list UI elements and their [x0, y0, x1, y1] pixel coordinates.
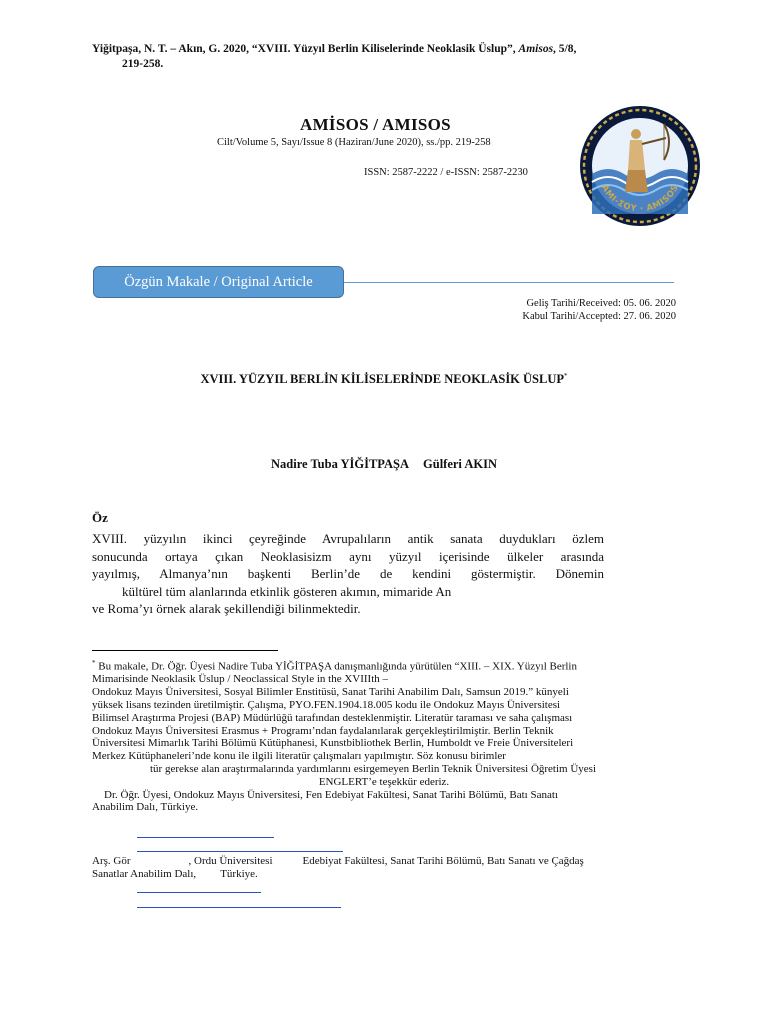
archer-logo-icon	[578, 104, 702, 228]
footnote-rule	[92, 650, 278, 651]
footnote-a2-a: Arş. Gör	[92, 855, 131, 867]
citation-pages: 219-258.	[122, 58, 164, 70]
abstract-heading: Öz	[92, 510, 108, 525]
citation-journal: Amisos	[518, 43, 554, 55]
footnote-line: Mimarisinde Neoklasik Üslup / Neoclassical Style in the XVIIIth –	[92, 673, 389, 686]
title-footnote-mark: *	[564, 372, 568, 380]
abstract-line: kültürel tüm alanlarında etkinlik gösteren akımın, mimaride An	[122, 583, 452, 599]
received-date: Geliş Tarihi/Received: 05. 06. 2020	[526, 298, 676, 309]
footnote-author-2	[92, 855, 676, 881]
footnote-line: Merkez Kütüphaneleri’nde konu ile ilgili literatür çalışmaları yapılmıştır. Söz konusu birimler	[92, 750, 506, 763]
citation-issue: , 5/8,	[553, 43, 577, 55]
footnote-line: Anabilim Dalı, Türkiye.	[92, 801, 199, 814]
accepted-date: Kabul Tarihi/Accepted: 27. 06. 2020	[522, 311, 676, 322]
footnote-a2-d: Sanatlar Anabilim Dalı,	[92, 868, 197, 880]
abstract-line: ve Roma’yı örnek alarak şekillendiği bilinmektedir.	[92, 601, 361, 616]
footnote-line: yüksek lisans tezinden üretilmiştir. Çalışma, PYO.FEN.1904.18.005 kodu ile Ondokuz Mayıs Üniversitesi	[92, 699, 561, 712]
authors	[0, 457, 768, 472]
email-link-2[interactable]	[137, 892, 261, 893]
citation-text: Yiğitpaşa, N. T. – Akın, G. 2020, “XVIII. Yüzyıl Berlin Kiliselerinde Neoklasik Üslup”,	[92, 43, 516, 55]
footnote-line: tür gerekse alan araştırmalarında yardımlarını esirgemeyen Berlin Teknik Üniversitesi Öğretim Üyesi	[150, 763, 597, 776]
article-title	[0, 372, 768, 387]
footnote-line: Ondokuz Mayıs Üniversitesi Erasmus + Programı’ndan faydalanılarak gerçekleştirilmiştir. Berlin Teknik	[92, 724, 554, 737]
email-link-1[interactable]	[137, 837, 274, 838]
abstract-line: XVIII. yüzyılın ikinci çeyreğinde Avrupalıların antik sanata duydukları özlem	[92, 531, 604, 546]
footnote-line: Dr. Öğr. Üyesi, Ondokuz Mayıs Üniversitesi, Fen Edebiyat Fakültesi, Sanat Tarihi Bölümü, Batı Sanatı	[104, 788, 558, 801]
orcid-link-2[interactable]	[137, 907, 341, 908]
article-title-text: XVIII. YÜZYIL BERLİN KİLİSELERİNDE NEOKLASİK ÜSLUP	[200, 372, 565, 387]
footnote-line: Ondokuz Mayıs Üniversitesi, Sosyal Bilimler Enstitüsü, Sanat Tarihi Anabilim Dalı, Samsun 2019.” künyeli	[92, 686, 569, 699]
journal-issn: ISSN: 2587-2222 / e-ISSN: 2587-2230	[364, 167, 528, 178]
footnote-a2-e: Türkiye.	[220, 868, 258, 880]
journal-volume: Cilt/Volume 5, Sayı/Issue 8 (Haziran/June 2020), ss./pp. 219-258	[217, 137, 491, 148]
journal-title: AMİSOS / AMISOS	[300, 115, 451, 134]
author-2: Gülferi AKIN	[423, 457, 497, 471]
journal-logo	[578, 104, 702, 228]
tag-divider	[344, 282, 674, 283]
footnote-line: Üniversitesi Mimarlık Tarihi Bölümü Kütüphanesi, Kunstbibliothek Berlin, Humboldt ve Freie Üniversiteleri	[92, 737, 574, 750]
citation	[92, 42, 692, 72]
footnote-mark: *	[92, 659, 96, 667]
abstract-line: sonucunda ortaya çıkan Neoklasisizm aynı yüzyıl içerisinde ülkeler arasında	[92, 548, 604, 564]
logo-text: AMI-ΣΟΥ · AMISOS	[598, 183, 682, 215]
footnotes	[92, 657, 676, 814]
footnote-line: Bilimsel Araştırma Projesi (BAP) Müdürlüğü tarafından desteklenmiştir. Literatür taraması ve saha çalışması	[92, 711, 573, 724]
footnote-a2-c: Edebiyat Fakültesi, Sanat Tarihi Bölümü, Batı Sanatı ve Çağdaş	[302, 855, 584, 867]
orcid-link-1[interactable]	[137, 851, 343, 852]
footnote-line: Bu makale, Dr. Öğr. Üyesi Nadire Tuba YİĞİTPAŞA danışmanlığında yürütülen “XIII. – XIX. Yüzyıl Berlin	[98, 660, 577, 673]
author-1: Nadire Tuba YİĞİTPAŞA	[271, 457, 410, 471]
footnote-a2-b: , Ordu Üniversitesi	[188, 855, 273, 867]
abstract-line: yayılmış, Almanya’nın başkenti Berlin’de de kendini göstermiştir. Dönemin	[92, 566, 604, 581]
article-dates	[522, 297, 676, 323]
article-type-badge: Özgün Makale / Original Article	[93, 266, 344, 298]
footnote-line: ENGLERT’e teşekkür ederiz.	[318, 775, 450, 788]
abstract-body	[92, 530, 604, 618]
